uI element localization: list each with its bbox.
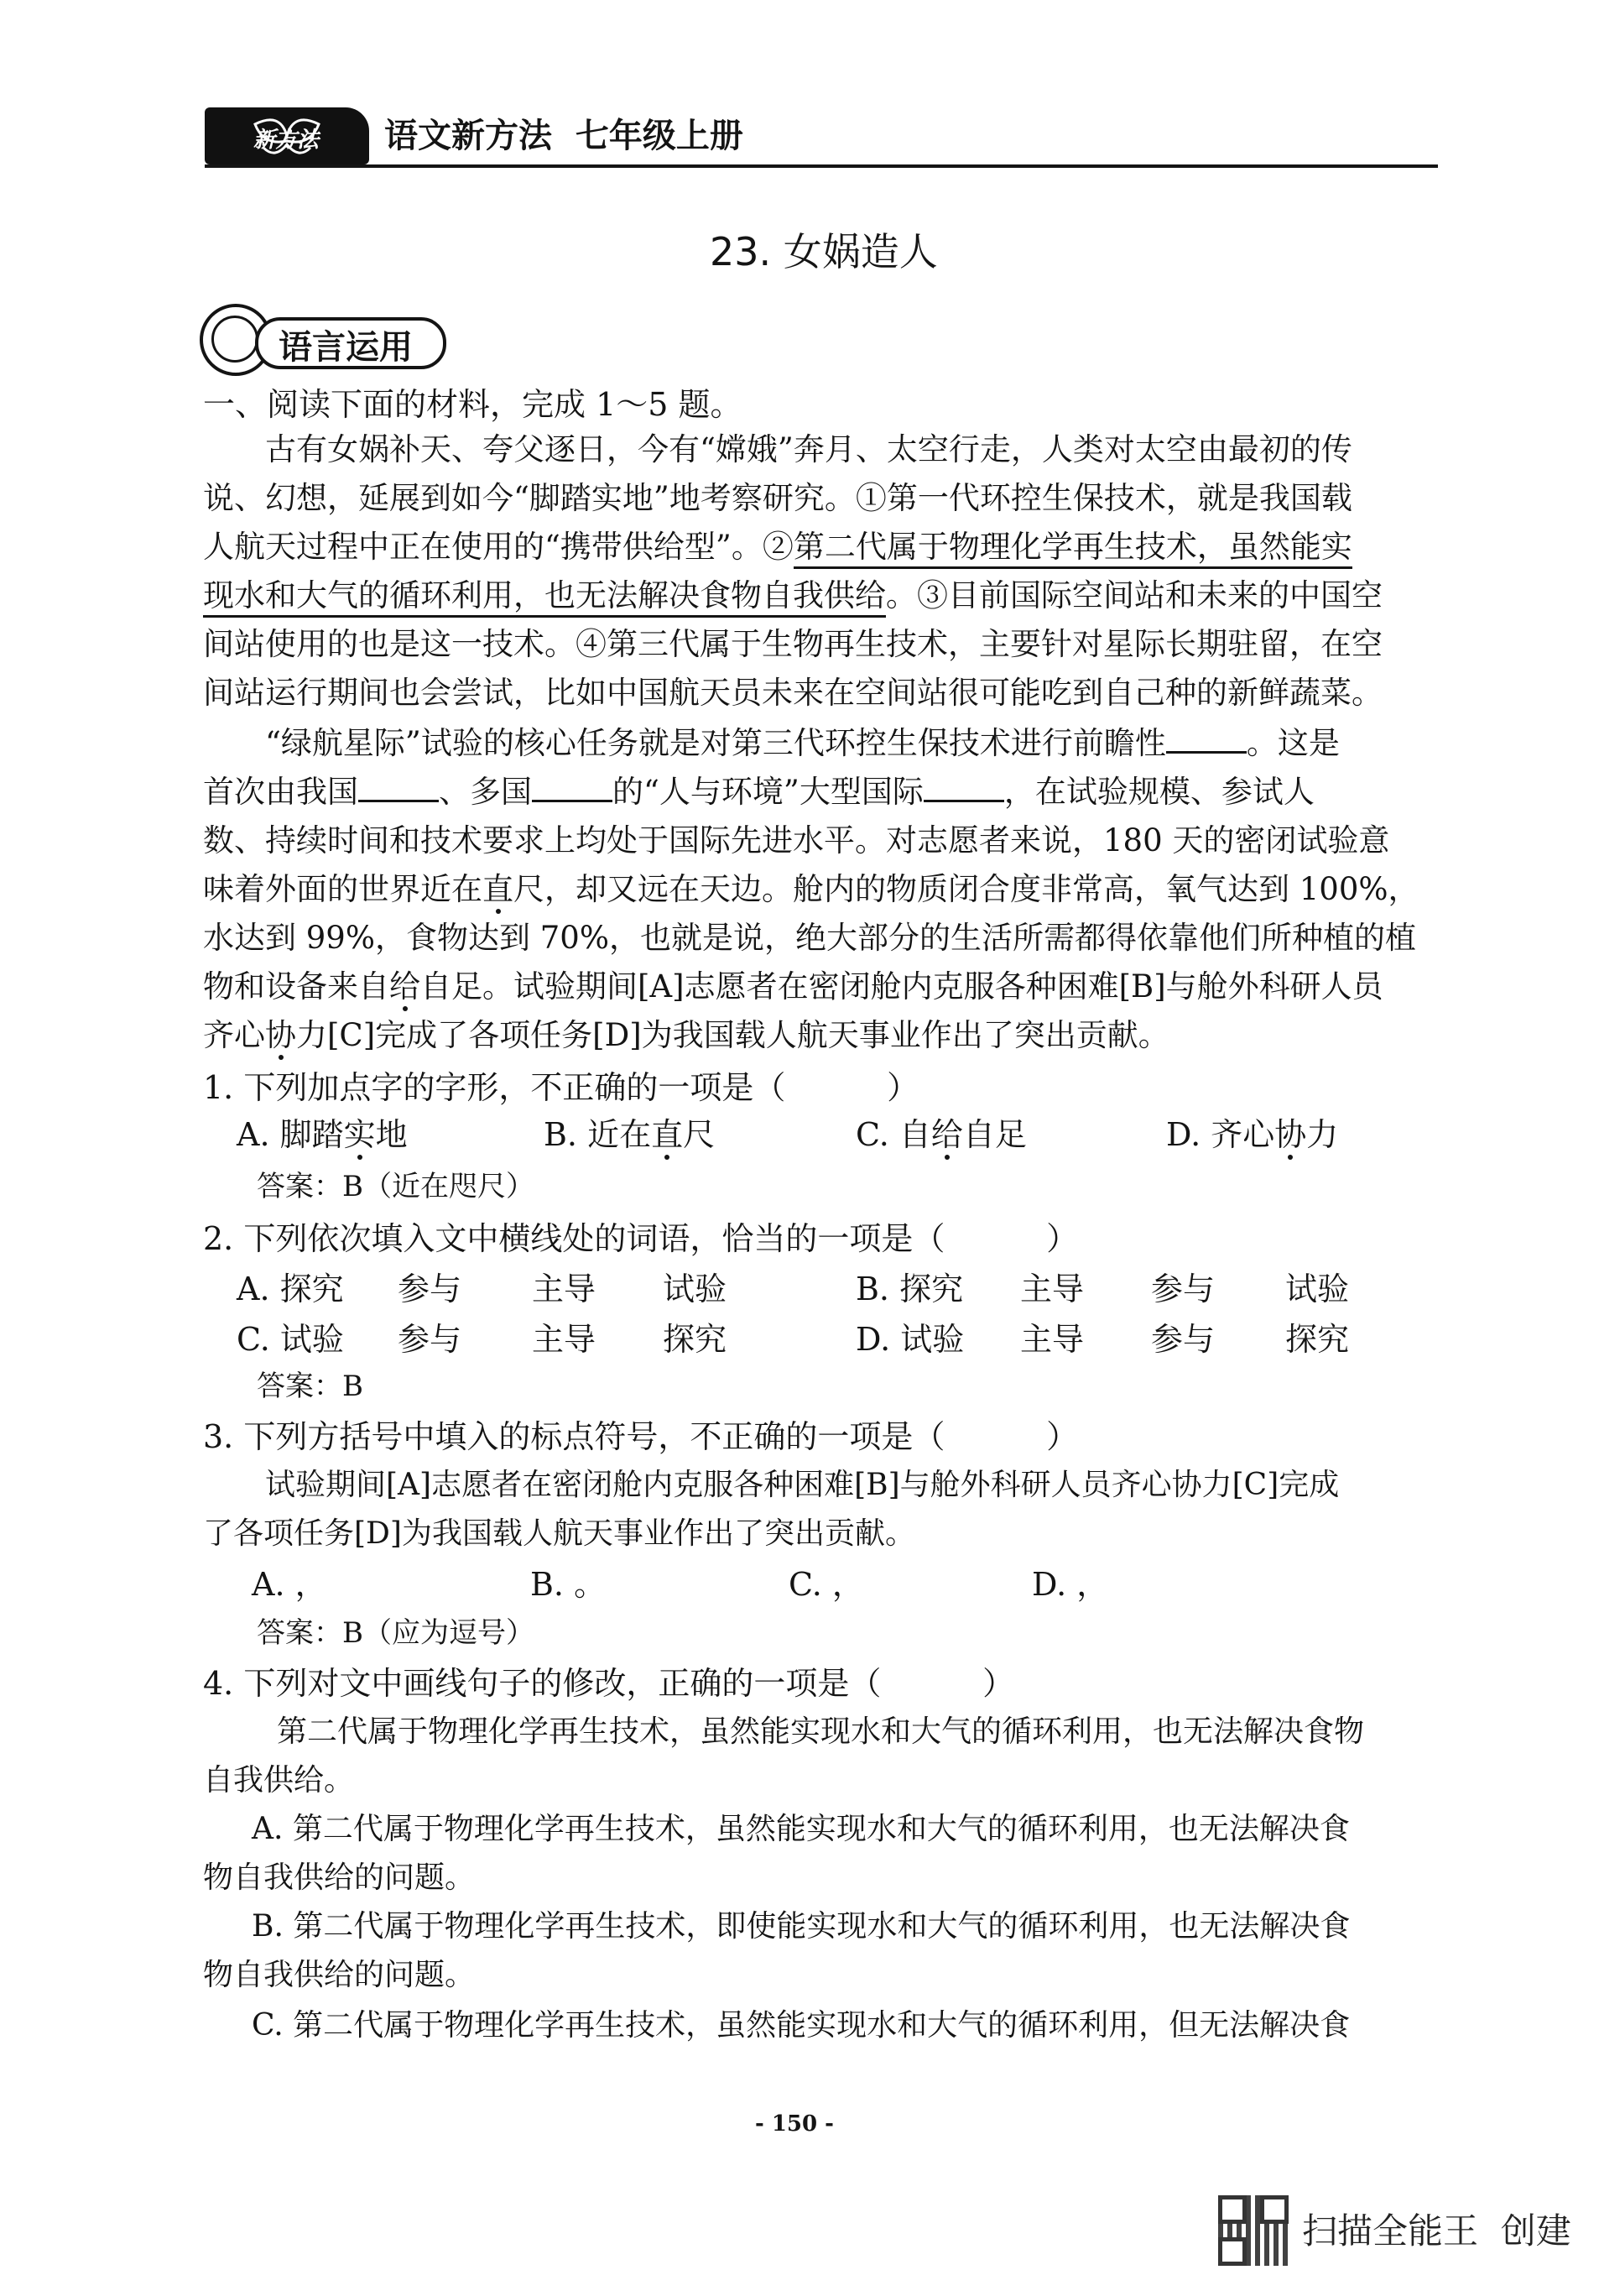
option-word: 探究 bbox=[663, 1321, 727, 1358]
dotted-char: 协 bbox=[265, 1017, 296, 1053]
option-word: 探究 bbox=[1285, 1321, 1350, 1358]
q2-option-d bbox=[856, 1319, 1350, 1359]
option-text: 尺 bbox=[683, 1116, 716, 1153]
passage-text: 。这是 bbox=[1246, 725, 1340, 761]
passage-text: 物和设备来自 bbox=[203, 968, 389, 1004]
passage-text: 齐心 bbox=[203, 1017, 265, 1053]
q4-option-c-l1: C. 第二代属于物理化学再生技术，虽然能实现水和大气的循环利用，但无法解决食 bbox=[252, 2008, 1351, 2043]
passage-text: 尺，却又远在天边。舱内的物质闭合度非常高，氧气达到 100%， bbox=[513, 871, 1419, 907]
passage-p1-l6: 间站运行期间也会尝试，比如中国航天员未来在空间站很可能吃到自己种的新鲜蔬菜。 bbox=[203, 675, 1383, 711]
passage-p1-l5: 间站使用的也是这一技术。④第三代属于生物再生技术，主要针对星际长期驻留，在空 bbox=[203, 626, 1383, 662]
q3-stem: 3. 下列方括号中填入的标点符号，不正确的一项是（ ） bbox=[203, 1418, 1079, 1455]
passage-text: 味着外面的世界近在 bbox=[203, 871, 482, 907]
passage-p1-l1: 古有女娲补天、夸父逐日，今有“嫦娥”奔月、太空行走，人类对太空由最初的传 bbox=[265, 431, 1352, 467]
q1-option-d bbox=[1166, 1114, 1338, 1155]
q1-option-a bbox=[237, 1114, 408, 1155]
q3-option-b: B. 。 bbox=[530, 1566, 607, 1603]
dotted-char: 直 bbox=[482, 871, 513, 907]
instruction: 一、阅读下面的材料，完成 1～5 题。 bbox=[203, 386, 742, 423]
option-word: 参与 bbox=[1151, 1321, 1216, 1358]
q3-quote-l1: 试验期间[A]志愿者在密闭舱内克服各种困难[B]与舱外科研人员齐心协力[C]完成 bbox=[265, 1468, 1340, 1502]
passage-p2-l1 bbox=[265, 723, 1340, 764]
passage-p1-l2: 说、幻想，延展到如今“脚踏实地”地考察研究。①第一代环控生保技术，就是我国载 bbox=[203, 480, 1352, 516]
passage-text: 、多国 bbox=[439, 774, 532, 810]
q1-stem: 1. 下列加点字的字形，不正确的一项是（ ） bbox=[203, 1069, 919, 1106]
q4-option-b-l1: B. 第二代属于物理化学再生技术，即使能实现水和大气的循环利用，也无法解决食 bbox=[252, 1909, 1351, 1944]
dotted-char: 直 bbox=[651, 1116, 684, 1153]
option-text: B. 近在 bbox=[544, 1116, 652, 1153]
header-logo bbox=[205, 107, 369, 164]
header-title: 语文新方法 七年级上册 bbox=[384, 117, 743, 155]
section-badge bbox=[200, 302, 451, 374]
q3-option-d: D. ， bbox=[1032, 1566, 1109, 1603]
passage-text: 力[C]完成了各项任务[D]为我国载人航天事业作出了突出贡献。 bbox=[296, 1017, 1169, 1053]
option-word: 参与 bbox=[1151, 1271, 1216, 1307]
passage-text: 首次由我国 bbox=[203, 774, 358, 810]
passage-text: 的“人与环境”大型国际 bbox=[612, 774, 924, 810]
q4-option-a-l2: 物自我供给的问题。 bbox=[203, 1860, 476, 1895]
passage-p2-l6 bbox=[203, 967, 1383, 1007]
q4-option-a-l1: A. 第二代属于物理化学再生技术，虽然能实现水和大气的循环利用，也无法解决食 bbox=[252, 1812, 1350, 1846]
passage-p2-l7 bbox=[203, 1015, 1169, 1056]
option-word: 参与 bbox=[398, 1321, 462, 1358]
option-word: C. 试验 bbox=[237, 1321, 344, 1358]
option-text: D. 齐心 bbox=[1166, 1116, 1275, 1153]
q3-option-a: A. ， bbox=[252, 1566, 327, 1603]
scanner-watermark: 扫描全能王 创建 bbox=[1302, 2210, 1571, 2252]
q2-option-a bbox=[237, 1269, 727, 1309]
header-rule bbox=[205, 164, 1438, 168]
passage-p1-l4 bbox=[203, 576, 1383, 616]
fill-blank bbox=[1166, 726, 1247, 754]
underlined-sentence: 现水和大气的循环利用，也无法解决食物自我供给 bbox=[203, 577, 886, 618]
q4-option-b-l2: 物自我供给的问题。 bbox=[203, 1958, 476, 1992]
q1-answer: 答案：B（近在咫尺） bbox=[257, 1170, 534, 1203]
option-text: 力 bbox=[1306, 1116, 1339, 1153]
option-word: 试验 bbox=[1285, 1271, 1350, 1307]
q2-stem: 2. 下列依次填入文中横线处的词语，恰当的一项是（ ） bbox=[203, 1220, 1079, 1257]
option-word: 试验 bbox=[663, 1271, 727, 1307]
passage-p2-l2 bbox=[203, 772, 1315, 812]
badge-label: 语言运用 bbox=[279, 328, 413, 367]
q4-quote-l2: 自我供给。 bbox=[203, 1763, 355, 1798]
option-word: 参与 bbox=[398, 1271, 462, 1307]
passage-p2-l4 bbox=[203, 869, 1419, 910]
option-word: B. 探究 bbox=[856, 1271, 964, 1307]
option-word: A. 探究 bbox=[237, 1271, 344, 1307]
passage-p2-l3: 数、持续时间和技术要求上均处于国际先进水平。对志愿者来说，180 天的密闭试验意 bbox=[203, 822, 1390, 858]
option-word: D. 试验 bbox=[856, 1321, 965, 1358]
q2-answer: 答案：B bbox=[257, 1370, 363, 1403]
passage-text: ，在试验规模、参试人 bbox=[1003, 774, 1315, 810]
passage-text: 人航天过程中正在使用的“携带供给型”。② bbox=[203, 529, 794, 565]
fill-blank bbox=[358, 775, 439, 802]
option-word: 主导 bbox=[1020, 1271, 1085, 1307]
dotted-char: 协 bbox=[1274, 1116, 1307, 1153]
option-text: C. 自 bbox=[856, 1116, 931, 1153]
passage-text: “绿航星际”试验的核心任务就是对第三代环控生保技术进行前瞻性 bbox=[265, 725, 1166, 761]
option-word: 主导 bbox=[532, 1271, 596, 1307]
q3-answer: 答案：B（应为逗号） bbox=[257, 1616, 534, 1650]
dotted-char: 给 bbox=[389, 968, 420, 1004]
dotted-char: 实 bbox=[343, 1116, 376, 1153]
q3-quote-l2: 了各项任务[D]为我国载人航天事业作出了突出贡献。 bbox=[203, 1516, 915, 1551]
option-text: 自足 bbox=[962, 1116, 1027, 1153]
fill-blank bbox=[924, 775, 1004, 802]
q2-option-c bbox=[237, 1319, 727, 1359]
q4-quote-l1: 第二代属于物理化学再生技术，虽然能实现水和大气的循环利用，也无法解决食物 bbox=[277, 1714, 1365, 1749]
passage-p2-l5: 水达到 99%，食物达到 70%，也就是说，绝大部分的生活所需都得依靠他们所种植的植 bbox=[203, 920, 1416, 956]
dotted-char: 给 bbox=[930, 1116, 963, 1153]
passage-text: 。③目前国际空间站和未来的中国空 bbox=[886, 577, 1383, 613]
q1-option-c bbox=[856, 1114, 1027, 1155]
option-text: A. 脚踏 bbox=[237, 1116, 344, 1153]
underlined-sentence: 第二代属于物理化学再生技术，虽然能实 bbox=[794, 529, 1352, 569]
q3-option-c: C. ， bbox=[789, 1566, 864, 1603]
header-logo-text: 新方法 bbox=[253, 128, 320, 153]
page-number: - 150 - bbox=[755, 2111, 834, 2137]
option-word: 主导 bbox=[532, 1321, 596, 1358]
passage-p1-l3 bbox=[203, 527, 1352, 567]
lesson-title: 23. 女娲造人 bbox=[710, 229, 938, 274]
option-word: 主导 bbox=[1020, 1321, 1085, 1358]
passage-text: 自足。试验期间[A]志愿者在密闭舱内克服各种困难[B]与舱外科研人员 bbox=[420, 968, 1383, 1004]
fill-blank bbox=[532, 775, 612, 802]
qr-code-icon bbox=[1218, 2195, 1289, 2266]
q2-option-b bbox=[856, 1269, 1350, 1309]
q4-stem: 4. 下列对文中画线句子的修改，正确的一项是（ ） bbox=[203, 1665, 1015, 1702]
q1-option-b bbox=[544, 1114, 715, 1155]
option-text: 地 bbox=[375, 1116, 408, 1153]
